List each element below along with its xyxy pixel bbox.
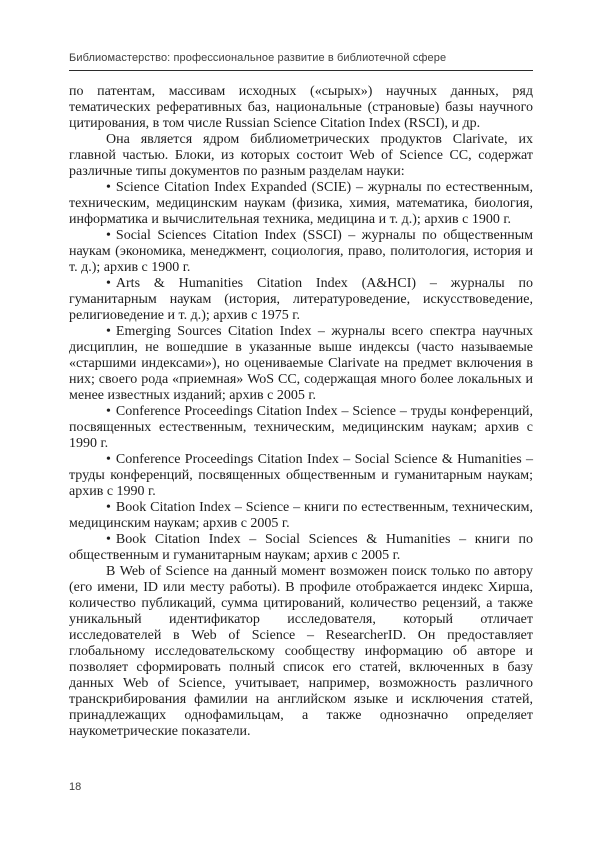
bullet-icon: • [106,228,111,243]
paragraph-text: по патентам, массивам исходных («сырых») научных данных, ряд тематических реферативных баз, национальные (страновые) базы научного цитирования, в том числе Russian Science Citation Index (RSCI), и др. [69,84,533,131]
page-body [69,84,533,740]
paragraph [69,132,533,180]
paragraph-text: Arts & Humanities Citation Index (A&HCI) – журналы по гуманитарным наукам (история, литературоведение, искусствоведение, религиоведение и т. д.); архив с 1975 г. [69,276,533,323]
paragraph-text: Conference Proceedings Citation Index – Social Science & Humanities – труды конференций, посвященных общественным и гуманитарным наукам; архив с 1990 г. [69,452,533,499]
running-header: Библиомастерство: профессиональное развитие в библиотечной сфере [69,52,447,64]
bullet-item [69,276,533,324]
paragraph-text: Она является ядром библиометрических продуктов Clarivate, их главной частью. Блоки, из которых состоит Web of Science CC, содержат различные типы документов по разным разделам науки: [69,132,533,179]
bullet-icon: • [106,500,111,515]
bullet-icon: • [106,180,111,195]
bullet-item [69,180,533,228]
bullet-item [69,452,533,500]
bullet-item [69,404,533,452]
bullet-icon: • [106,532,111,547]
paragraph-text: Emerging Sources Citation Index – журналы всего спектра научных дисциплин, не вошедшие в указанные выше индексы (часто называемые «старшими индексами»), но оцениваемые Clarivate на предмет включения в них; своего рода «приемная» WoS CC, содержащая много более локальных и менее известных изданий; архив с 2005 г. [69,324,533,403]
paragraph-text: Book Citation Index – Science – книги по естественным, техническим, медицинским наукам; архив с 2005 г. [69,500,533,531]
paragraph-text: В Web of Science на данный момент возможен поиск только по автору (его имени, ID или месту работы). В профиле отображается индекс Хирша, количество публикаций, сумма цитирований, количество рецензий, а также уникальный идентификатор исследователя, который отличает исследователей в Web of Science – ResearcherID. Он предоставляет глобальному исследовательскому сообществу информацию об авторе и позволяет сформировать полный список его статей, включенных в базу данных Web of Science, учитывает, например, возможность различного транскрибирования фамилии на английском языке и исключения статей, принадлежащих однофамильцам, а также однозначно определяет наукометрические показатели. [69,564,533,739]
bullet-icon: • [106,276,111,291]
page-number: 18 [69,781,82,793]
bullet-icon: • [106,452,111,467]
paragraph [69,564,533,740]
paragraph [69,84,533,132]
paragraph-text: Conference Proceedings Citation Index – Science – труды конференций, посвященных естественным, техническим, медицинским наукам; архив с 1990 г. [69,404,533,451]
paragraph-text: Science Citation Index Expanded (SCIE) – журналы по естественным, техническим, медицинским наукам (физика, химия, математика, биология, информатика и вычислительная техника, медицина и т. д.); архив с 1900 г. [69,180,533,227]
bullet-icon: • [106,324,111,339]
paragraph-text: Social Sciences Citation Index (SSCI) – журналы по общественным наукам (экономика, менеджмент, социология, право, политология, история и т. д.); архив с 1900 г. [69,228,533,275]
bullet-icon: • [106,404,111,419]
bullet-item [69,324,533,404]
bullet-item [69,532,533,564]
header-rule [69,70,533,71]
bullet-item [69,228,533,276]
bullet-item [69,500,533,532]
paragraph-text: Book Citation Index – Social Sciences & Humanities – книги по общественным и гуманитарным наукам; архив с 2005 г. [69,532,533,563]
